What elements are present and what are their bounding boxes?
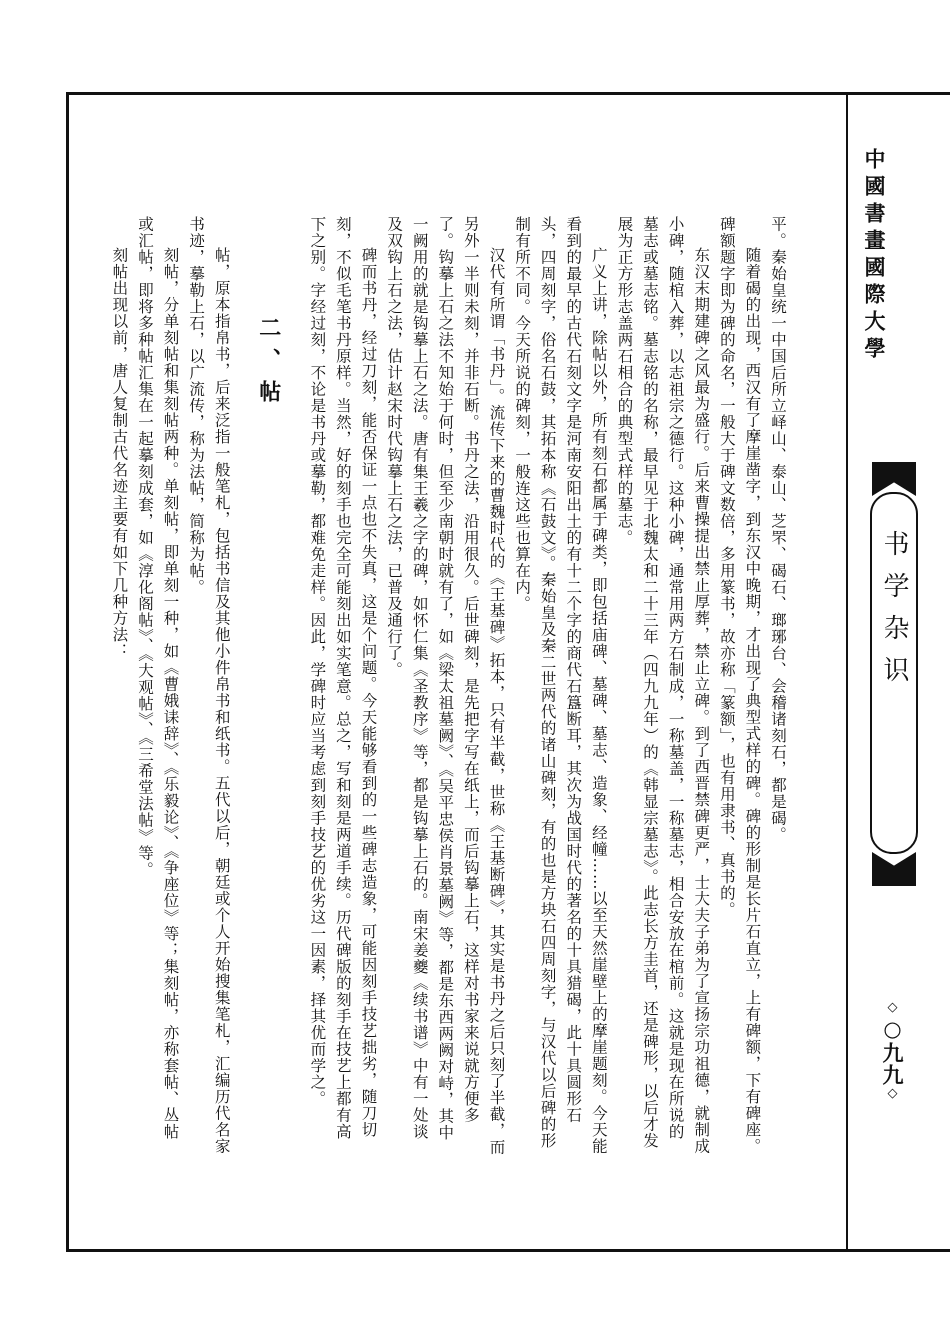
page-number-text: ○九九 [880, 1016, 905, 1086]
paragraph: 汉代有所谓「书丹」。流传下来的曹魏时代的《王基碑》拓本，只有半截，世称《王基断碑》，其实是书丹之后只刻了半截，而另外一半则未刻，并非石断。书丹之法，沿用很久。后世碑刻，是先把字写在纸上，而后钩摹上石，这样对书家来说就方便多了。钩摹上石之法不知始于何时，但至少南朝时就有了，如《梁太祖墓阙》、《吴平忠侯肖景墓阙》等，都是东西两阙对峙，其中一阙用的就是钩摹上石之法。唐有集王羲之字的碑，如怀仁集《圣教序》等，都是钩摹上石的。南宋姜夔《续书谱》中有一处谈及双钩上石之法，估计赵宋时代钩摹上石之法，已普及通行了。 [385, 216, 506, 1156]
paragraph: 刻帖，分单刻帖和集刻帖两种。单刻帖，即单刻一种，如《曹娥诔辞》、《乐毅论》、《争座位》等；集刻帖，亦称套帖、丛帖或汇帖，即将多种帖汇集在一起摹刻成套，如《淳化阁帖》、《大观帖》、《三希堂法帖》等。 [135, 216, 180, 1140]
diamond-icon: ◇ [885, 1086, 900, 1102]
paragraph: 广义上讲，除帖以外，所有刻石都属于碑类，即包括庙碑、墓碑、墓志、造象、经幢……以至天然崖壁上的摩崖题刻。今天能看到的最早的古代石刻文字是河南安阳出土的有十二个字的商代石簋断耳，其次为战国时代的著名的十具猎碣，此十具圆形石头，四周刻字，俗名石鼓，其拓本称《石鼓文》。秦始皇及秦二世两代的诸山碑刻，有的也是方块石四周刻字，与汉代以后碑的形制有所不同。今天所说的碑刻，一般连这些也算在内。 [513, 216, 608, 1155]
paragraph: 帖，原本指帛书，后来泛指一般笔札，包括书信及其他小件帛书和纸书。五代以后，朝廷或个人开始搜集笔札，汇编历代名家书迹，摹勒上石，以广流传，称为法帖，简称为帖。 [187, 216, 231, 1155]
paragraph: 东汉末期建碑之风最为盛行。后来曹操提出禁止厚葬，禁止立碑。到了西晋禁碑更严，士大夫子弟为了宣扬宗功祖德，就制成小碑，随棺入葬，以志祖宗之德行。这种小碑，通常用两方石制成，一称墓盖，一称墓志，相合安放在棺前。这就是现在所说的墓志或墓志铭。墓志铭的名称，最早见于北魏太和二十三年（四九九年）的《韩显宗墓志》。此志长方圭首，还是碑形，以后才发展为正方形志盖两石相合的典型式样的墓志。 [615, 216, 711, 1155]
paragraph: 随着碣的出现，西汉有了摩崖凿字，到东汉中晚期，才出现了典型式样的碑。碑的形制是长片石直立，上有碑额，下有碑座。碑额题字即为碑的命名，一般大于碑文数倍，多用篆书，故亦称「篆额」，也有用隶书、真书的。 [717, 216, 762, 1155]
body-text [106, 216, 790, 1156]
paragraph: 刻帖出现以前，唐人复制古代名迹主要有如下几种方法： [110, 247, 129, 660]
paragraph: 平。秦始皇统一中国后所立峄山、泰山、芝罘、碣石、瑯琊台、会稽诸刻石，都是碣。 [769, 216, 787, 843]
section-heading: 二、帖 [255, 316, 282, 412]
page-number [868, 1000, 916, 1102]
series-title: 中國書畫國際大學 [862, 148, 887, 364]
band-divider [846, 92, 848, 1252]
paragraph: 碑而书丹，经过刀刻，能否保证一点也不失真，这是个问题。今天能够看到的一些碑志造象，可能因刻手技艺拙劣，随刀切刻，不似毛笔书丹原样。当然，好的刻手也完全可能刻出如实笔意。总之，写和刻是两道手续。历代碑版的刻手在技艺上都有高下之别。字经过刻，不论是书丹或摹勒，都难免走样。因此，学碑时应当考虑到刻手技艺的优劣这一因素，择其优而学之。 [308, 216, 378, 1140]
book-title: 书学杂识 [879, 530, 909, 698]
diamond-icon: ◇ [885, 1000, 900, 1016]
